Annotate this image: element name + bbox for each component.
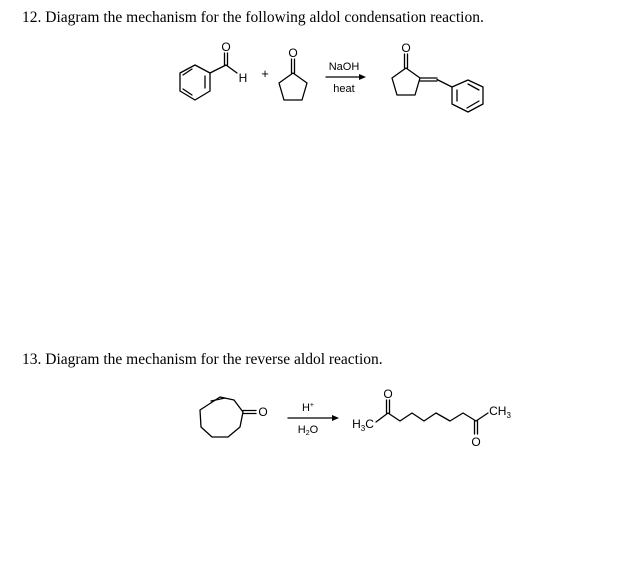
cyclopentanone-structure	[279, 46, 307, 100]
cyclic-enone-structure	[200, 397, 268, 437]
reverse-aldol-scheme	[0, 378, 630, 458]
product-oxygen-label: O	[401, 41, 411, 55]
reagent-below-label: heat	[333, 83, 355, 95]
benzaldehyde-oxygen-label: O	[221, 40, 231, 54]
diketone-structure	[352, 387, 511, 449]
ketone-oxygen-bottom-label: O	[471, 435, 481, 449]
methyl-left-label: $H_3C$	[352, 417, 374, 433]
enone-oxygen-label: O	[258, 405, 268, 419]
acid-reagent-label: H+	[301, 402, 315, 414]
benzaldehyde-structure	[180, 40, 247, 100]
aldol-condensation-scheme	[0, 38, 630, 118]
reagent-above-label: NaOH	[328, 61, 360, 73]
cyclopentanone-oxygen-label: O	[288, 46, 298, 60]
reaction-arrow-12	[326, 61, 366, 95]
benzylidenecyclopentanone-structure	[392, 41, 483, 112]
question-12-title: 12. Diagram the mechanism for the following aldol condensation reaction.	[22, 9, 484, 26]
plus-sign: +	[261, 66, 269, 81]
ketone-oxygen-top-label: O	[383, 387, 393, 401]
question-13-title: 13. Diagram the mechanism for the reverse aldol reaction.	[22, 351, 383, 368]
water-reagent-label: H2O	[297, 424, 319, 437]
reaction-arrow-13	[288, 402, 339, 437]
methyl-right-label: $CH_3$	[489, 404, 511, 420]
benzaldehyde-hydrogen-label: H	[238, 71, 248, 85]
